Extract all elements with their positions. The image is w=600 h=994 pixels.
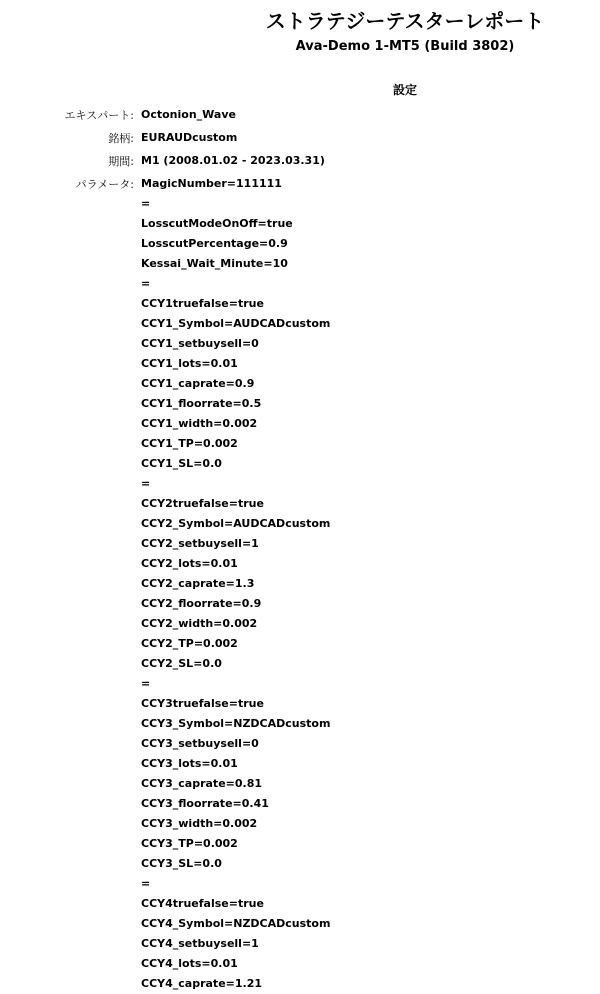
parameter-line: CCY1truefalse=true	[141, 297, 264, 310]
period-label: 期間:	[108, 155, 134, 168]
parameter-line: CCY1_TP=0.002	[141, 437, 238, 450]
expert-value: Octonion_Wave	[141, 108, 236, 121]
period-row	[0, 149, 600, 172]
parameter-line: CCY4_setbuysell=1	[141, 937, 259, 950]
parameter-line: CCY4_lots=0.01	[141, 957, 238, 970]
parameter-line: CCY4truefalse=true	[141, 897, 264, 910]
parameter-line: =	[141, 877, 151, 890]
section-heading-settings: 設定	[392, 83, 417, 97]
parameter-line: CCY3_setbuysell=0	[141, 737, 259, 750]
parameter-line: Kessai_Wait_Minute=10	[141, 257, 288, 270]
parameter-line: LosscutModeOnOff=true	[141, 217, 293, 230]
parameter-line: CCY3_TP=0.002	[141, 837, 238, 850]
parameter-line: CCY3_SL=0.0	[141, 857, 222, 870]
parameters-list	[141, 194, 591, 994]
parameter-line: CCY4_Symbol=NZDCADcustom	[141, 917, 331, 930]
symbol-value: EURAUDcustom	[141, 131, 238, 144]
parameter-line: CCY1_floorrate=0.5	[141, 397, 262, 410]
parameter-line: LosscutPercentage=0.9	[141, 237, 288, 250]
report-subtitle: Ava-Demo 1-MT5 (Build 3802)	[295, 39, 515, 54]
parameter-line: CCY1_Symbol=AUDCADcustom	[141, 317, 331, 330]
parameter-line: CCY1_caprate=0.9	[141, 377, 255, 390]
parameter-line: CCY2_floorrate=0.9	[141, 597, 262, 610]
parameters-label: パラメータ:	[75, 178, 134, 191]
parameter-line: CCY2_SL=0.0	[141, 657, 222, 670]
parameter-line: CCY2_setbuysell=1	[141, 537, 259, 550]
parameter-line: =	[141, 197, 151, 210]
parameter-line: CCY1_setbuysell=0	[141, 337, 259, 350]
parameter-line: =	[141, 477, 151, 490]
parameter-line: CCY2truefalse=true	[141, 497, 264, 510]
parameter-line: CCY3_caprate=0.81	[141, 777, 263, 790]
parameter-line: =	[141, 677, 151, 690]
parameter-line: CCY3_Symbol=NZDCADcustom	[141, 717, 331, 730]
symbol-label: 銘柄:	[108, 132, 134, 145]
parameter-line: CCY3_width=0.002	[141, 817, 258, 830]
parameter-line: CCY4_caprate=1.21	[141, 977, 263, 990]
parameter-line: =	[141, 277, 151, 290]
parameter-line: CCY2_TP=0.002	[141, 637, 238, 650]
parameter-line: CCY2_lots=0.01	[141, 557, 238, 570]
parameter-line: CCY2_width=0.002	[141, 617, 258, 630]
parameter-line: CCY1_lots=0.01	[141, 357, 238, 370]
parameter-line: CCY3truefalse=true	[141, 697, 264, 710]
report-title: ストラテジーテスターレポート	[265, 9, 545, 33]
parameter-line: CCY2_caprate=1.3	[141, 577, 255, 590]
parameter-line: CCY2_Symbol=AUDCADcustom	[141, 517, 331, 530]
parameter-line: MagicNumber=111111	[141, 177, 282, 190]
period-value: M1 (2008.01.02 - 2023.03.31)	[141, 154, 325, 167]
symbol-row	[0, 126, 600, 149]
parameter-line: CCY3_lots=0.01	[141, 757, 238, 770]
parameter-line: CCY1_width=0.002	[141, 417, 258, 430]
parameter-line: CCY1_SL=0.0	[141, 457, 222, 470]
expert-label: エキスパート:	[64, 109, 134, 122]
parameter-line: CCY3_floorrate=0.41	[141, 797, 269, 810]
settings-table	[0, 103, 600, 195]
parameters-row	[0, 172, 600, 195]
expert-row	[0, 103, 600, 126]
